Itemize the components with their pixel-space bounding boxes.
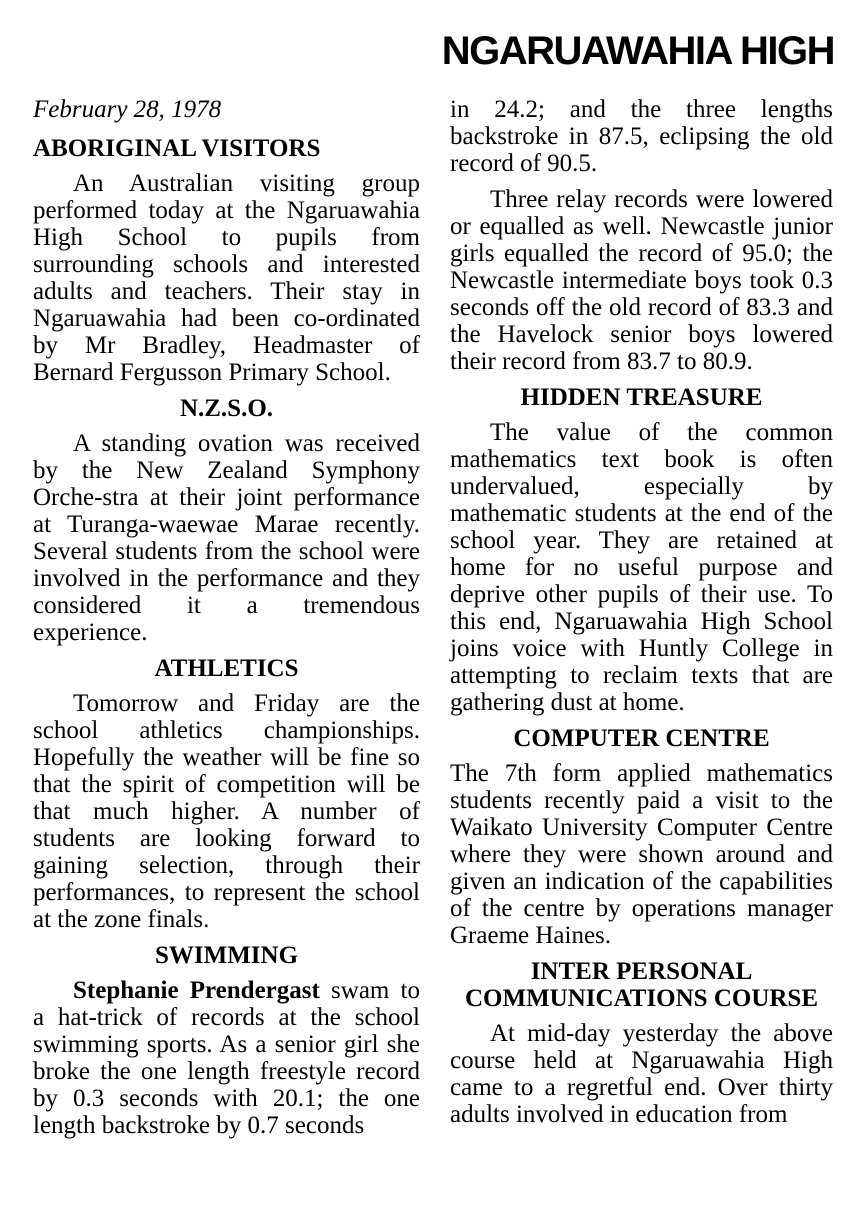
section-heading: N.Z.S.O.	[179, 395, 274, 422]
paragraph	[450, 96, 833, 177]
paragraph	[450, 186, 833, 375]
dateline: February 28, 1978	[33, 96, 222, 123]
section-hidden-treasure	[450, 384, 833, 716]
section-heading: ATHLETICS	[154, 655, 299, 682]
paragraph-text: in 24.2; and the three lengths backstroke in 87.5, eclipsing the old record of 90.5.	[450, 96, 833, 177]
section-nzso	[33, 395, 420, 646]
paragraph-text: A standing ovation was received by the New Zealand Symphony Orche-stra at their joint performance at Turanga-waewae Marae recently. Several students from the school were involved in the performance and they considered it a tremendous experience.	[33, 430, 420, 646]
section-aboriginal-visitors	[33, 135, 420, 386]
paragraph	[450, 419, 833, 716]
paragraph-text: The value of the common mathematics text book is often undervalued, especially by mathematic students at the end of the school year. They are retained at home for no useful purpose and deprive other pupils of their use. To this end, Ngaruawahia High School joins voice with Huntly College in attempting to reclaim texts that are gathering dust at home.	[450, 419, 833, 716]
paragraph-text: Tomorrow and Friday are the school athletics championships. Hopefully the weather will be fine so that the spirit of competition will be that much higher. A number of students are looking forward to gaining selection, through their performances, to represent the school at the zone finals.	[33, 690, 420, 933]
paragraph	[33, 690, 420, 933]
section-heading: HIDDEN TREASURE	[520, 384, 763, 411]
paragraph-text: An Australian visiting group performed today at the Ngaruawahia High School to pupils from surrounding schools and interested adults and teachers. Their stay in Ngaruawahia had been co-ordinated by Mr Bradley, Headmaster of Bernard Fergusson Primary School.	[33, 170, 420, 386]
section-swimming	[33, 942, 420, 1139]
section-heading: SWIMMING	[154, 942, 299, 969]
paragraph	[450, 1020, 833, 1128]
column-right	[450, 96, 833, 1148]
section-swimming-continued	[450, 96, 833, 375]
paragraph-text: At mid-day yesterday the above course held at Ngaruawahia High came to a regretful end. Over thirty adults involved in education from	[450, 1020, 833, 1128]
heading-line-1: INTER PERSONAL	[530, 958, 753, 985]
paragraph-text: swam to a hat-trick of records at the school swimming sports. As a senior girl she broke the one length freestyle record by 0.3 seconds with 20.1; the one length backstroke by 0.7 seconds	[33, 977, 420, 1139]
paragraph-text: Three relay records were lowered or equalled as well. Newcastle junior girls equalled the record of 95.0; the Newcastle intermediate boys took 0.3 seconds off the old record of 83.3 and the Havelock senior boys lowered their record from 83.7 to 80.9.	[450, 186, 833, 375]
paragraph	[33, 170, 420, 386]
section-heading: COMPUTER CENTRE	[513, 725, 770, 752]
section-computer-centre	[450, 725, 833, 949]
paragraph	[450, 760, 833, 949]
paragraph	[33, 977, 420, 1139]
section-heading: ABORIGINAL VISITORS	[33, 135, 321, 162]
section-athletics	[33, 655, 420, 933]
section-heading	[450, 958, 833, 1012]
section-inter-personal-communications	[450, 958, 833, 1128]
paragraph	[33, 430, 420, 646]
newsletter-page	[0, 30, 848, 1148]
page-title: NGARUAWAHIA HIGH	[441, 29, 834, 73]
bold-lead: Stephanie Prendergast	[73, 977, 320, 1004]
column-left	[33, 96, 420, 1148]
paragraph-text: The 7th form applied mathematics students recently paid a visit to the Waikato University Computer Centre where they were shown around and given an indication of the capabilities of the centre by operations manager Graeme Haines.	[450, 760, 833, 949]
heading-line-2: COMMUNICATIONS COURSE	[464, 985, 819, 1012]
two-column-layout	[0, 72, 848, 1148]
